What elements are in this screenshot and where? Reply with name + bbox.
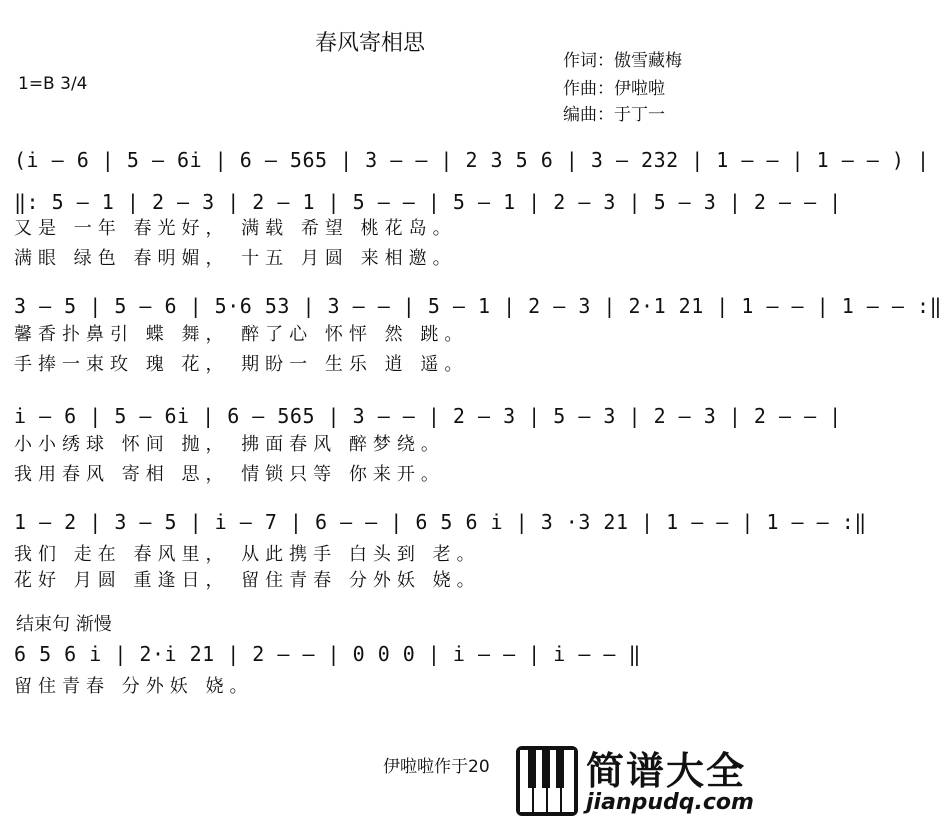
arranger-credit: 编曲：于丁一 xyxy=(563,105,665,125)
composer-credit: 作曲：伊啦啦 xyxy=(563,79,665,99)
site-logo xyxy=(514,740,754,820)
lyric-line-3-verse-2: 手捧一束玫 瑰 花， 期盼一 生乐 逍 遥。 xyxy=(14,354,469,375)
lyricist-credit: 作词：傲雪藏梅 xyxy=(563,51,682,71)
score-line-5: 1 – 2 | 3 – 5 | i̇ – 7 | 6 – – | 6 5 6 i̇ | 3 ·3 21 | 1 – – | 1 – – :‖ xyxy=(14,510,867,534)
lyric-line-4-verse-1: 小小绣球 怀间 抛， 拂面春风 醉梦绕。 xyxy=(14,434,445,455)
lyric-line-2-verse-2: 满眼 绿色 春明媚， 十五 月圆 来相邀。 xyxy=(14,248,457,269)
lyric-line-3-verse-1: 馨香扑鼻引 蝶 舞， 醉了心 怀怦 然 跳。 xyxy=(14,324,469,345)
logo-text: 简谱大全 xyxy=(586,749,747,793)
score-line-4: i̇ – 6 | 5 – 6i̇ | 6 – 565 | 3 – – | 2 – 3 | 5 – 3 | 2 – 3 | 2 – – | xyxy=(14,404,842,428)
lyric-line-5-verse-2: 花好 月圆 重逢日， 留住青春 分外妖 娆。 xyxy=(14,570,481,591)
score-line-3: 3 – 5 | 5 – 6 | 5·6 53 | 3 – – | 5 – 1 | 2 – 3 | 2·1 21 | 1 – – | 1 – – :‖ xyxy=(14,294,942,318)
piano-icon xyxy=(514,740,582,820)
score-line-6: 6 5 6 i̇ | 2·i̇ 21 | 2 – – | 0 0 0 | i̇ – – | i̇ – – ‖ xyxy=(14,642,642,666)
lyric-line-2-verse-1: 又是 一年 春光好， 满载 希望 桃花岛。 xyxy=(14,218,457,239)
score-line-2: ‖: 5 – 1 | 2 – 3 | 2 – 1 | 5 – – | 5 – 1 | 2 – 3 | 5 – 3 | 2 – – | xyxy=(14,190,842,214)
key-signature: 1=B 3/4 xyxy=(18,74,88,94)
song-title: 春风寄相思 xyxy=(314,31,425,56)
footer-note: 伊啦啦作于20 xyxy=(383,757,490,777)
score-line-1: (i̇ – 6 | 5 – 6i̇ | 6 – 565 | 3 – – | 2 3 5 6 | 3 – 232 | 1 – – | 1 – – ) | xyxy=(14,148,930,172)
lyric-line-6: 留住青春 分外妖 娆。 xyxy=(14,676,254,697)
lyric-line-4-verse-2: 我用春风 寄相 思， 情锁只等 你来开。 xyxy=(14,464,445,485)
lyric-line-5-verse-1: 我们 走在 春风里， 从此携手 白头到 老。 xyxy=(14,544,481,565)
logo-url: jianpudq.com xyxy=(586,790,754,815)
ending-label: 结束句 渐慢 xyxy=(16,614,112,635)
